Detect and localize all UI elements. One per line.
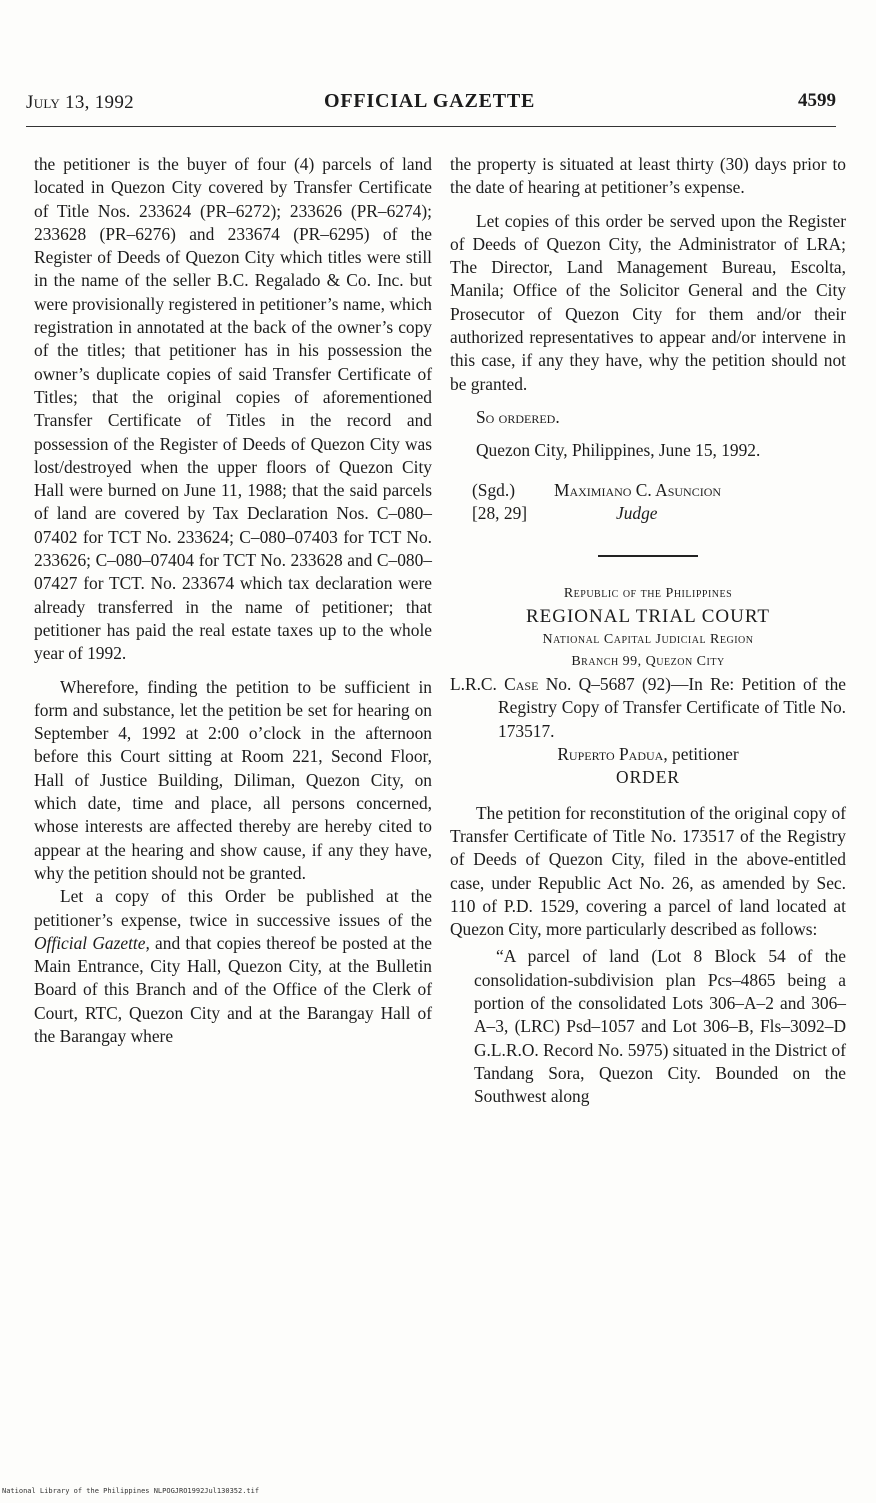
right-column (450, 153, 846, 1109)
paragraph: the petitioner is the buyer of four (4) parcels of land located in Quezon City covered by Transfer Certificate of Title Nos. 233624 (PR–6272); 233626 (PR–6274); 233628 (PR–6276) and 233674 (PR–6295) of the Register of Deeds of Quezon City which titles were still in the name of the seller B.C. Regalado & Co. Inc. but were provisionally registered in petitioner’s name, which registration in annotated at the back of the owner’s copy of the titles; that petitioner has in his possession the owner’s duplicate copies of said Transfer Certificate of Titles; that the original copies of aforementioned Transfer Certificate of Titles in the record and possession of the Register of Deeds of Quezon City was lost/destroyed when the upper floors of Quezon City Hall were burned on June 11, 1988; that the said parcels of land are covered by Tax Declaration Nos. C–080–07402 for TCT No. 233624; C–080–07403 for TCT No. 233626; C–080–07404 for TCT No. 233628 and C–080–07427 for TCT. No. 233674 which tax declaration were already transferred in the name of petitioner; that petitioner has paid the real estate taxes up to the whole year of 1992. (34, 154, 432, 664)
left-column (34, 153, 432, 1048)
section-divider (598, 555, 698, 557)
region-heading: National Capital Judicial Region (542, 632, 754, 648)
judge-title: Judge (616, 502, 658, 523)
property-description-quote: “A parcel of land (Lot 8 Block 54 of the consolidation-subdivision plan Pcs–4865 being a portion of the consolidated Lots 306–A–2 and 306–A–3, (LRC) Psd–1057 and Lot 306–B, Fls–3092–D G.L.R.O. Record No. 5975) situated in the District of Tandang Sora, Quezon City. Bounded on the Southwest along (474, 946, 846, 1107)
order-title: ORDER (616, 767, 680, 788)
header-date: July 13, 1992 (26, 92, 134, 113)
reference-numbers: [28, 29] (472, 502, 528, 523)
page-header (26, 88, 838, 116)
case-caption: L.R.C. Case No. Q–5687 (92)—In Re: Petition of the Registry Copy of Transfer Certificate of Title No. 173517. (450, 674, 846, 741)
judge-name: Maximiano C. Asuncion (554, 479, 722, 500)
signature-block (450, 479, 846, 526)
page-number: 4599 (798, 90, 836, 111)
republic-heading: Republic of the Philippines (563, 586, 733, 602)
branch-heading: Branch 99, Quezon City (571, 654, 725, 670)
petitioner-line: Ruperto Padua, petitioner (557, 744, 739, 765)
signed-label: (Sgd.) (472, 479, 515, 500)
paragraph: Let copies of this order be served upon the Register of Deeds of Quezon City, the Administrator of LRA; The Director, Land Management Bureau, Escolta, Manila; Office of the Solicitor General and the City Prosecutor of Quezon City for them and/or their authorized representatives to appear and/or intervene in this case, if any they have, why the petition should not be granted. (450, 210, 846, 394)
scan-footer: National Library of the Philippines NLPOGJRO1992Jul130352.tif (2, 1487, 260, 1495)
court-heading: REGIONAL TRIAL COURT (525, 606, 771, 628)
header-rule (26, 126, 836, 127)
so-ordered: So ordered. (476, 406, 560, 427)
header-title: OFFICIAL GAZETTE (324, 90, 536, 112)
paragraph: Wherefore, finding the petition to be sufficient in form and substance, let the petition be set for hearing on September 4, 1992 at 2:00 o’clock in the afternoon before this Court sitting at Room 221, Second Floor, Hall of Justice Building, Diliman, Quezon City, on which date, time and place, all persons concerned, whose interests are affected thereby are hereby cited to appear at the hearing and show cause, if any they have, why the petition should not be granted. (34, 676, 432, 883)
gazette-title-italic: Official Gazette, (34, 932, 150, 953)
place-date: Quezon City, Philippines, June 15, 1992. (476, 440, 761, 461)
paragraph: The petition for reconstitution of the original copy of Transfer Certificate of Title No. 173517 of the Registry of Deeds of Quezon City, filed in the above-entitled case, under Republic Act No. 26, as amended by Sec. 110 of P.D. 1529, covering a parcel of land located at Quezon City, more particularly described as follows: (450, 802, 846, 940)
paragraph: Let a copy of this Order be published at the petitioner’s expense, twice in successive issues of the Official Gazette, and that copies thereof be posted at the Main Entrance, City Hall, Quezon City, at the Bulletin Board of this Branch and of the Office of the Clerk of Court, RTC, Quezon City and at the Barangay Hall of the Barangay where (34, 886, 432, 1046)
paragraph: the property is situated at least thirty (30) days prior to the date of hearing at petitioner’s expense. (450, 154, 846, 198)
